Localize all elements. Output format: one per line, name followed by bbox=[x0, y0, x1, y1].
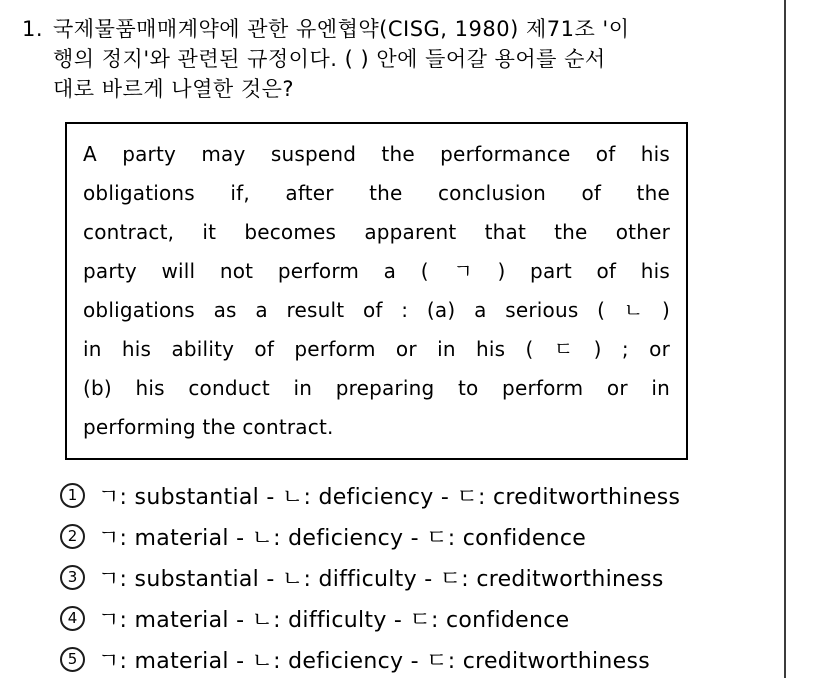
question-line: 대로 바르게 나열한 것은? bbox=[53, 77, 295, 101]
quote-line: (b) his conduct in preparing to perform or in bbox=[83, 376, 670, 400]
question-block bbox=[22, 14, 774, 104]
quote-line: in his ability of perform or in his ( ㄷ ) ; or bbox=[83, 337, 670, 361]
circled-number-icon: 4 bbox=[60, 606, 85, 631]
cisg-quote-box bbox=[65, 122, 688, 460]
choice-text: ㄱ: material - ㄴ: deficiency - ㄷ: confidence bbox=[98, 526, 587, 551]
question-number: 1. bbox=[22, 17, 44, 41]
quote-line: performing the contract. bbox=[83, 415, 334, 439]
choice-text: ㄱ: substantial - ㄴ: deficiency - ㄷ: creditworthiness bbox=[98, 485, 681, 510]
question-line: 행의 정지'와 관련된 규정이다. ( ) 안에 들어갈 용어를 순서 bbox=[53, 47, 606, 71]
choice-text: ㄱ: material - ㄴ: deficiency - ㄷ: creditworthiness bbox=[98, 649, 650, 674]
choice-option-5[interactable] bbox=[60, 639, 780, 680]
choice-list bbox=[60, 475, 780, 680]
quote-line: party will not perform a ( ㄱ ) part of his bbox=[83, 259, 670, 283]
question-text bbox=[53, 14, 774, 104]
choice-option-3[interactable] bbox=[60, 557, 780, 598]
circled-number-icon: 1 bbox=[60, 483, 85, 508]
question-line: 국제물품매매계약에 관한 유엔협약(CISG, 1980) 제71조 '이 bbox=[53, 17, 630, 41]
quote-line: obligations if, after the conclusion of the bbox=[83, 181, 670, 205]
circled-number-icon: 5 bbox=[60, 647, 85, 672]
choice-text: ㄱ: material - ㄴ: difficulty - ㄷ: confidence bbox=[98, 608, 570, 633]
choice-option-4[interactable] bbox=[60, 598, 780, 639]
quote-line: A party may suspend the performance of his bbox=[83, 142, 670, 166]
quote-line: contract, it becomes apparent that the other bbox=[83, 220, 670, 244]
column-divider bbox=[784, 0, 786, 678]
choice-text: ㄱ: substantial - ㄴ: difficulty - ㄷ: creditworthiness bbox=[98, 567, 664, 592]
choice-option-1[interactable] bbox=[60, 475, 780, 516]
circled-number-icon: 3 bbox=[60, 565, 85, 590]
choice-option-2[interactable] bbox=[60, 516, 780, 557]
circled-number-icon: 2 bbox=[60, 524, 85, 549]
quote-line: obligations as a result of : (a) a serious ( ㄴ ) bbox=[83, 298, 670, 322]
